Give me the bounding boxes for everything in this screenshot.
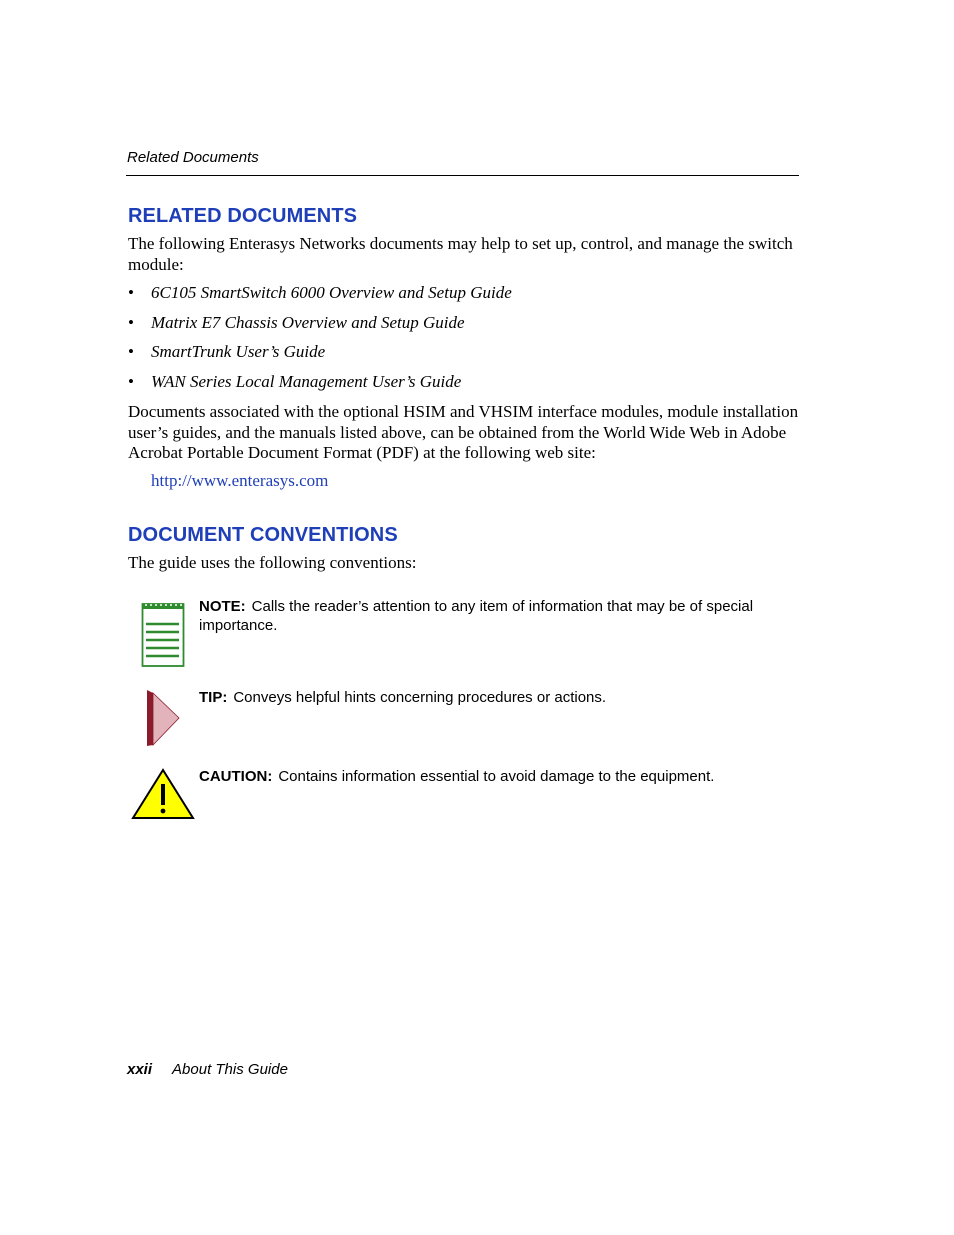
enterasys-website-link[interactable]: http://www.enterasys.com xyxy=(151,471,329,490)
note-convention xyxy=(199,598,789,635)
document-list xyxy=(128,283,512,402)
tip-label: TIP: xyxy=(199,689,228,706)
warning-triangle-icon xyxy=(131,768,195,820)
page-footer xyxy=(127,1061,288,1078)
list-item: • WAN Series Local Management User’s Guide xyxy=(128,372,462,392)
footer-section: About This Guide xyxy=(172,1061,288,1078)
caution-text: Contains information essential to avoid damage to the equipment. xyxy=(278,768,715,785)
notepad-icon xyxy=(141,601,187,669)
document-conventions-heading: DOCUMENT CONVENTIONS xyxy=(128,524,398,546)
running-header: Related Documents xyxy=(127,149,259,166)
availability-paragraph: Documents associated with the optional HSIM and VHSIM interface modules, module installation user’s guides, and the manuals listed above, can be obtained from the World Wide Web in Adobe Acrobat Portable Document Format (PDF) at the following web site: xyxy=(128,402,799,462)
note-text: Calls the reader’s attention to any item of information that may be of special importance. xyxy=(199,598,754,634)
bullet: • xyxy=(128,312,134,332)
page-number: xxii xyxy=(127,1061,153,1078)
bullet: • xyxy=(128,283,134,302)
tip-convention xyxy=(199,689,789,708)
tip-text: Conveys helpful hints concerning procedures or actions. xyxy=(233,689,607,706)
bullet: • xyxy=(128,372,134,392)
arrow-tip-icon xyxy=(146,689,180,747)
list-item: • Matrix E7 Chassis Overview and Setup Guide xyxy=(128,312,465,332)
list-item: • 6C105 SmartSwitch 6000 Overview and Setup Guide xyxy=(128,283,512,302)
caution-convention xyxy=(199,768,789,787)
conventions-intro: The guide uses the following conventions: xyxy=(128,553,417,572)
header-rule xyxy=(126,175,799,176)
note-label: NOTE: xyxy=(199,598,246,615)
list-item: • SmartTrunk User’s Guide xyxy=(128,342,326,362)
bullet: • xyxy=(128,342,134,362)
related-intro: The following Enterasys Networks documents may help to set up, control, and manage the switch module: xyxy=(128,234,793,274)
caution-label: CAUTION: xyxy=(199,768,273,785)
related-documents-heading: RELATED DOCUMENTS xyxy=(128,205,358,227)
